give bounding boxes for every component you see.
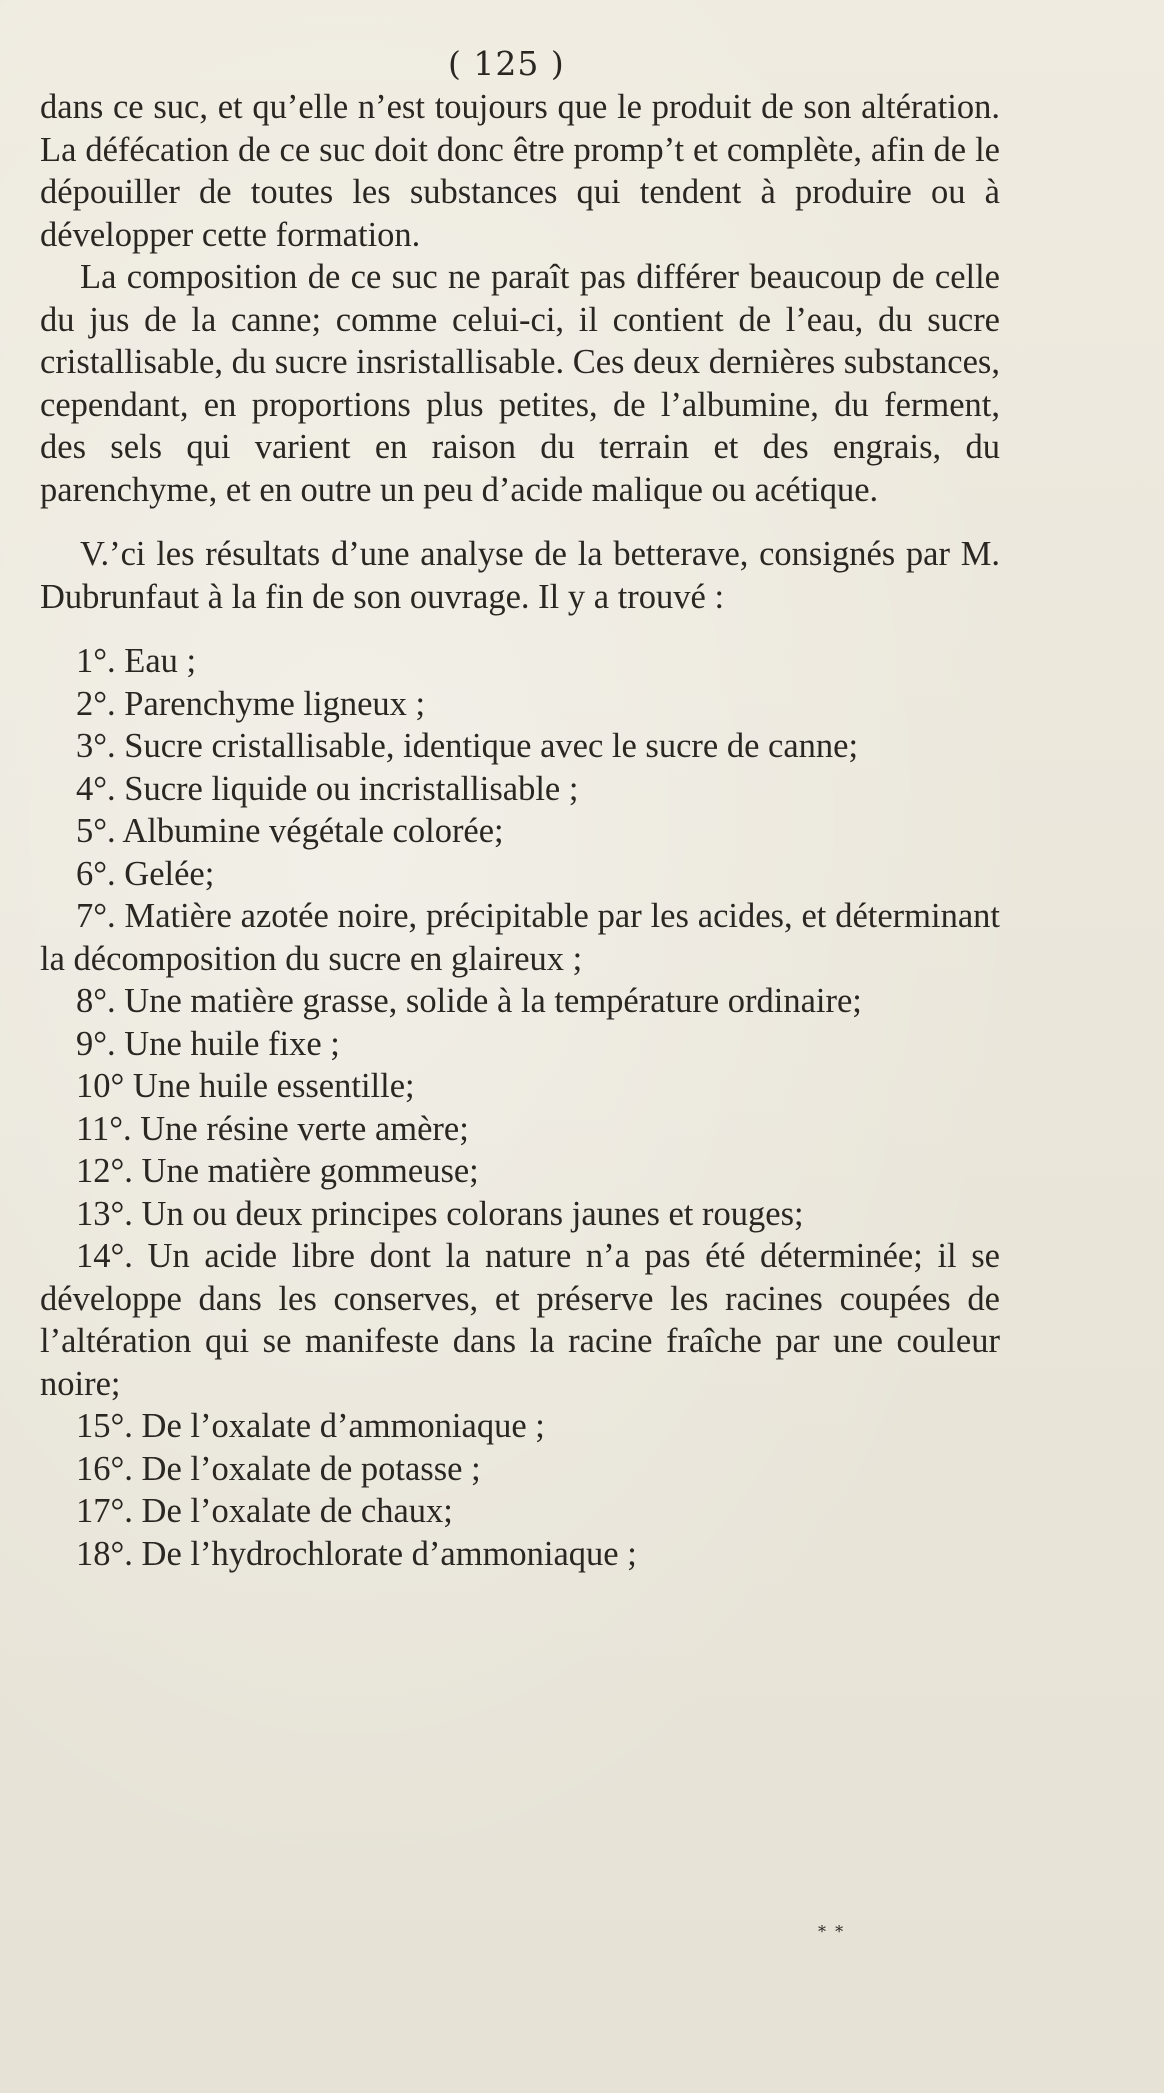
- list-item: 11°. Une résine verte amère;: [76, 1109, 469, 1148]
- list-item: 9°. Une huile fixe ;: [76, 1024, 340, 1063]
- paragraph-2: La composition de ce suc ne paraît pas différer beaucoup de celle du jus de la canne; comme celui-ci, il contient de l’eau, du sucre cristallisable, du sucre insristallisable. Ces deux dernières substances, cependant, en proportions plus petites, de l’albumine, du ferment, des sels qui varient en raison du terrain et des engrais, du parenchyme, et en outre un peu d’acide malique ou acétique.: [40, 258, 1000, 509]
- paragraph-1: dans ce suc, et qu’elle n’est toujours que le produit de son altération. La défécation de ce suc doit donc être promp’t et complète, afin de le dépouiller de toutes les substances qui tendent à produire ou à développer cette formation.: [40, 88, 1000, 254]
- list-item: 12°. Une matière gommeuse;: [76, 1152, 479, 1190]
- paragraph-3: V.’ci les résultats d’une analyse de la betterave, consignés par M. Dubrunfaut à la fin de son ouvrage. Il y a trouvé :: [40, 535, 1000, 616]
- list-item: 3°. Sucre cristallisable, identique avec le sucre de canne;: [76, 727, 859, 765]
- list-item: 18°. De l’hydrochlorate d’ammoniaque ;: [76, 1534, 637, 1573]
- list-item: 13°. Un ou deux principes colorans jaunes et rouges;: [76, 1194, 804, 1233]
- list-item: 2°. Parenchyme ligneux ;: [76, 684, 426, 723]
- body-text: [40, 44, 1000, 1575]
- list-item: 1°. Eau ;: [76, 642, 197, 680]
- list-item: 7°. Matière azotée noire, précipitable par les acides, et déterminant la décomposition du sucre en glaireux ;: [40, 897, 1000, 978]
- analysis-list: [40, 640, 1000, 1575]
- list-item: 17°. De l’oxalate de chaux;: [76, 1492, 453, 1530]
- list-item: 4°. Sucre liquide ou incristallisable ;: [76, 769, 579, 808]
- list-item: 5°. Albumine végétale colorée;: [76, 812, 504, 850]
- list-item: 15°. De l’oxalate d’ammoniaque ;: [76, 1407, 545, 1445]
- list-item: 10° Une huile essentille;: [76, 1067, 415, 1105]
- list-item: 16°. De l’oxalate de potasse ;: [76, 1449, 481, 1488]
- list-item: 6°. Gelée;: [76, 854, 215, 893]
- signature-mark: * *: [818, 1922, 846, 1941]
- page-number: ( 125 ): [448, 44, 565, 83]
- list-item: 8°. Une matière grasse, solide à la température ordinaire;: [76, 982, 862, 1020]
- list-item: 14°. Un acide libre dont la nature n’a pas été déterminée; il se développe dans les conserves, et préserve les racines coupées de l’altération qui se manifeste dans la racine fraîche par une couleur noire;: [40, 1237, 1000, 1403]
